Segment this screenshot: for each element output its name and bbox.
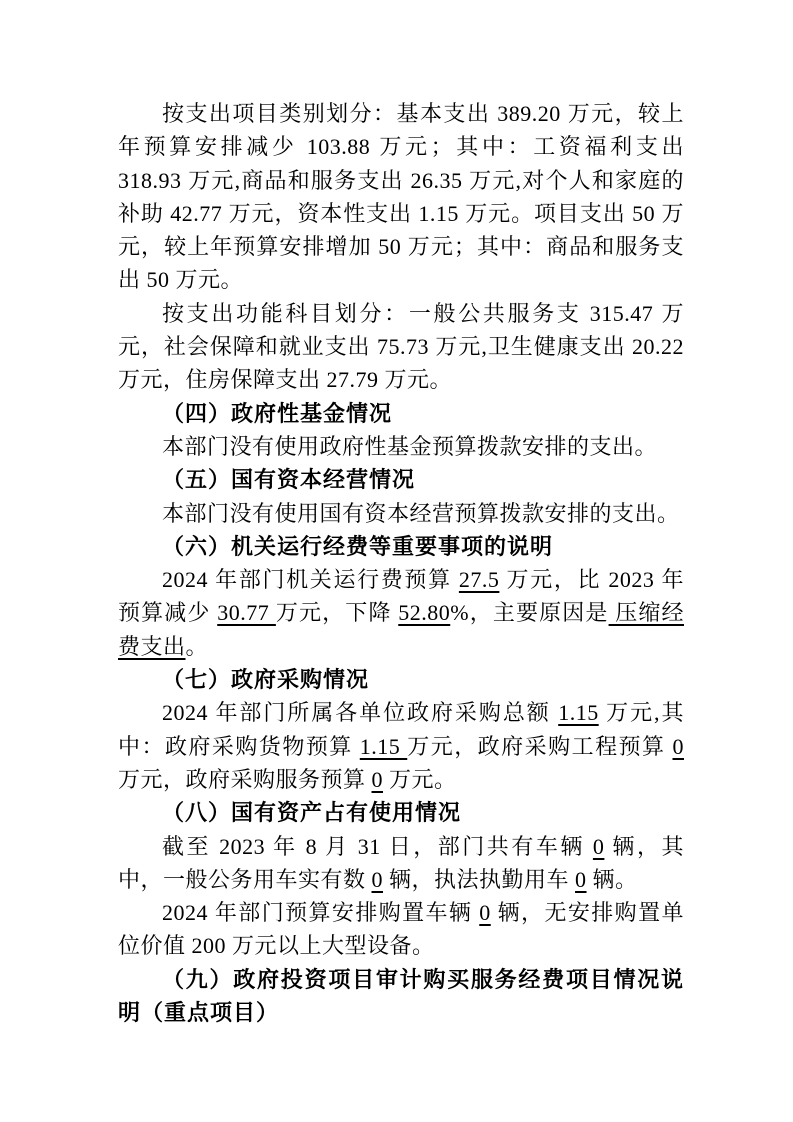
section-heading (118, 530, 684, 563)
paragraph (118, 696, 684, 796)
text-run: 万元，政府采购工程预算 (407, 733, 673, 759)
text-run: （五）国有资本经营情况 (162, 467, 416, 493)
underlined-value: 0 (592, 833, 605, 859)
text-run: （八）国有资产占有使用情况 (162, 800, 462, 826)
paragraph (118, 563, 684, 663)
text-run: %，主要原因是 (450, 600, 609, 626)
text-run: （六）机关运行经费等重要事项的说明 (162, 533, 554, 559)
text-run: 万元，下降 (275, 600, 399, 626)
text-run: 按支出功能科目划分：一般公共服务支 315.47 万元，社会保障和就业支出 75.73 万元,卫生健康支出 20.22 万元，住房保障支出 27.79 万元。 (118, 300, 684, 393)
text-run: （九）政府投资项目审计购买服务经费项目情况说明（重点项目） (118, 966, 684, 1026)
text-run: 万元，政府采购服务预算 (118, 766, 372, 792)
paragraph (118, 497, 684, 530)
text-run: 2024 年部门机关运行费预算 (162, 567, 459, 593)
paragraph (118, 896, 684, 963)
underlined-value: 27.5 (458, 567, 500, 593)
document-body (118, 97, 684, 1029)
section-heading (118, 463, 684, 496)
text-run: 截至 2023 年 8 月 31 日，部门共有车辆 (162, 833, 593, 859)
section-heading (118, 963, 684, 1030)
underlined-value: 压缩经费支出 (118, 600, 684, 659)
underlined-value: 30.77 (217, 600, 276, 626)
text-run: 本部门没有使用政府性基金预算拨款安排的支出。 (162, 433, 658, 459)
underlined-value: 0 (479, 900, 491, 926)
underlined-value: 0 (371, 766, 384, 792)
text-run: 万元。 (383, 766, 457, 792)
underlined-value: 0 (575, 866, 587, 892)
section-heading (118, 796, 684, 829)
paragraph (118, 297, 684, 397)
text-run: 本部门没有使用国有资本经营预算拨款安排的支出。 (162, 500, 680, 526)
paragraph (118, 830, 684, 897)
section-heading (118, 663, 684, 696)
text-run: 万元，比 2023 年预算减少 (118, 567, 684, 626)
underlined-value: 1.15 (558, 700, 599, 726)
paragraph (118, 430, 684, 463)
text-run: 辆。 (586, 866, 638, 892)
text-run: 按支出项目类别划分：基本支出 389.20 万元，较上年预算安排减少 103.88 万元；其中：工资福利支出 318.93 万元,商品和服务支出 26.35 万元,对个人和家庭的补助 42.77 万元，资本性支出 1.15 万元。项目支出 50 万元，较上年预算安排增加 50 万元；其中：商品和服务支出 50 万元。 (118, 101, 684, 293)
text-run: 辆，其中，一般公务用车实有数 (118, 833, 684, 892)
text-run: 万元,其中：政府采购货物预算 (118, 700, 684, 759)
section-heading (118, 397, 684, 430)
text-run: 2024 年部门所属各单位政府采购总额 (162, 700, 559, 726)
text-run: 辆，执法执勤用车 (383, 866, 576, 892)
paragraph (118, 97, 684, 297)
underlined-value: 52.80 (398, 600, 451, 626)
text-run: 2024 年部门预算安排购置车辆 (162, 900, 480, 926)
underlined-value: 0 (672, 733, 684, 759)
text-run: 。 (185, 633, 209, 659)
text-run: （七）政府采购情况 (162, 667, 370, 693)
underlined-value: 0 (371, 866, 384, 892)
text-run: 辆，无安排购置单位价值 200 万元以上大型设备。 (118, 900, 684, 959)
text-run: （四）政府性基金情况 (162, 400, 393, 426)
underlined-value: 1.15 (359, 733, 408, 759)
